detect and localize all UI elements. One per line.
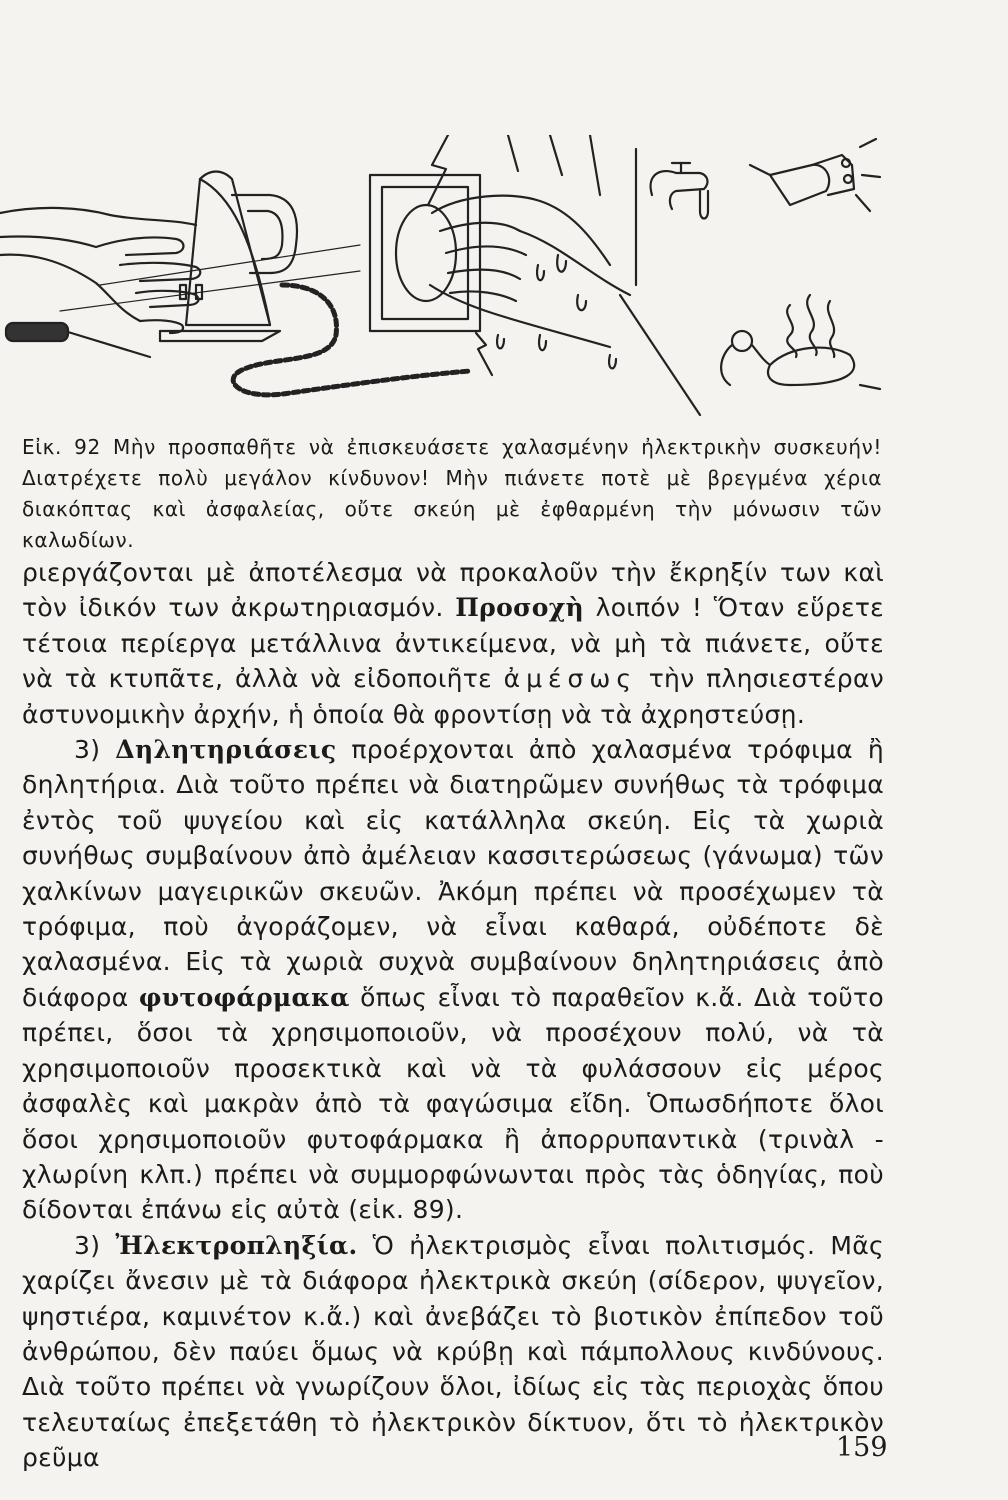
wall-socket-icon <box>370 135 492 375</box>
page-number: 159 <box>836 1432 888 1463</box>
paragraph-2-text-a: προέρχονται ἀπὸ χαλασμένα τρόφιμα ἢ δηλητήρια. Διὰ τοῦτο πρέπει νὰ διατηρῶμεν συνήθως τὰ τρόφιμα ἐντὸς τοῦ ψυγείου καὶ εἰς κατάλληλα σκεύη. Εἰς τὰ χωριὰ συνήθως συμβαίνουν ἀπὸ ἀμέλειαν κασσιτερώσεως (γάνωμα) τῶν χαλκίνων μαγειρικῶν σκευῶν. Ἀκόμη πρέπει νὰ προσέχωμεν τὰ τρόφιμα, ποὺ ἀγοράζομεν, νὰ εἶναι καθαρά, οὐδέποτε δὲ χαλασμένα. Εἰς τὰ χωριὰ συχνὰ συμβαίνουν δηλητηριάσεις ἀπὸ διάφορα <box>22 735 885 1012</box>
paragraph-2-heading: Δηλητηριάσεις <box>115 735 337 765</box>
paragraph-1-text-b: λοιπόν ! Ὅταν εὕρετε τέτοια περίεργα μετάλλινα ἀντικείμενα, νὰ μὴ τὰ πιάνετε, οὔτε νὰ τὰ κτυπᾶτε, ἀλλὰ νὰ εἰδοποιῆτε <box>22 593 884 694</box>
figure-caption <box>22 432 882 556</box>
paragraph-3-number: 3) <box>74 1230 101 1260</box>
paragraph-2-number: 3) <box>74 735 101 765</box>
sparking-plug-icon <box>750 139 880 211</box>
paragraph-1-text-a: ριεργάζονται μὲ ἀποτέλεσμα νὰ προκαλοῦν τὴν ἔκρηξίν των καὶ τὸν ἰδικόν των ἀκρωτηριασμόν. <box>22 558 884 623</box>
screwdriver-icon <box>6 323 150 357</box>
electrical-hazards-illustration <box>0 135 1008 425</box>
paragraph-1 <box>22 555 884 732</box>
wet-hand-icon <box>430 135 630 368</box>
paragraph-3-text-a: Ὁ ἠλεκτρισμὸς εἶναι πολιτισμός. Μᾶς χαρίζει ἄνεσιν μὲ τὰ διάφορα ἠλεκτρικὰ σκεύη (σίδερον, ψυγεῖον, ψηστιέρα, καμινέτον κ.ἄ.) καὶ ἀνεβάζει τὸ βιοτικὸν ἐπίπεδον τοῦ ἀνθρώπου, δὲν παύει ὅμως νὰ κρύβῃ καὶ πάμπολλους κινδύνους. Διὰ τοῦτο πρέπει νὰ γνωρίζουν ὅλοι, ἰδίως εἰς τὰς περιοχὰς ὅπου τελευταίως ἐπεξετάθη τὸ ἠλεκτρικὸν δίκτυον, ὅτι τὸ ἠλεκτρικὸν ρεῦμα <box>22 1230 884 1473</box>
paragraph-1-emphasis: Προσοχὴ <box>455 593 585 623</box>
paragraph-1-text-c: τὴν πλησιεστέραν ἀστυνομικὴν ἀρχήν, ἡ ὁποία θὰ φροντίσῃ νὰ τὰ ἀχρηστεύσῃ. <box>22 664 884 729</box>
hand-icon <box>0 208 200 333</box>
paragraph-3 <box>22 1228 884 1476</box>
main-text <box>22 555 884 1476</box>
paragraph-2-text-b: ὅπως εἶναι τὸ παραθεῖον κ.ἄ. Διὰ τοῦτο πρέπει, ὅσοι τὰ χρησιμοποιοῦν, νὰ προσέχουν πολύ, νὰ τὰ χρησιμοποιοῦν προσεκτικὰ καὶ νὰ τὰ φυλάσσουν εἰς μέρος ἀσφαλὲς καὶ μακρὰν ἀπὸ τὰ φαγώσιμα εἴδη. Ὁπωσδήποτε ὅλοι ὅσοι χρησιμοποιοῦν φυτοφάρμακα ἢ ἀπορρυπαντικὰ (τρινὰλ - χλωρίνη κλπ.) πρέπει νὰ συμμορφώνωνται πρὸς τὰς ὁδηγίας, ποὺ δίδονται ἐπάνω εἰς αὐτὰ (εἰκ. 89). <box>22 982 884 1225</box>
water-tap-icon <box>651 163 708 219</box>
paragraph-1-spaced-word: ἀμέσως <box>503 664 637 694</box>
broken-appliance-icon <box>721 295 880 389</box>
paragraph-3-heading: Ἠλεκτροπληξία. <box>115 1230 358 1260</box>
paragraph-2-emphasis: φυτοφάρμακα <box>138 982 350 1012</box>
figure-caption-text: Εἰκ. 92 Μὴν προσπαθῆτε νὰ ἐπισκευάσετε χαλασμένην ἠλεκτρικὴν συσκευήν! Διατρέχετε πολὺ μεγάλον κίνδυνον! Μὴν πιάνετε ποτὲ μὲ βρεγμένα χέρια διακόπτας καὶ ἀσφαλείας, οὔτε σκεύη μὲ ἐφθαρμένη τὴν μόνωσιν τῶν καλωδίων. <box>22 435 882 552</box>
paragraph-2 <box>22 732 884 1228</box>
